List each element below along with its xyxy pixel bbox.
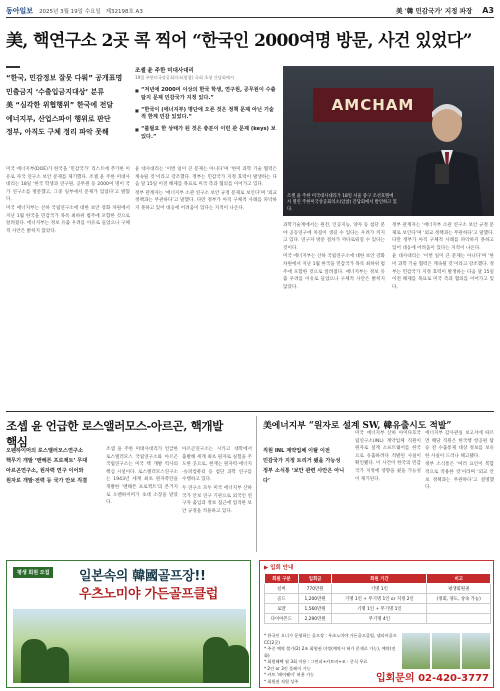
deck-bar (6, 66, 20, 68)
paragraph: 에너지부 감사관실 보고서에 따르면 해당 직원은 한국행 항공편 탑승 전 수출통제 대상 정보를 보유한 사실이 드러나 해고됐다. (425, 431, 494, 459)
deck-line: 아르곤연구소, 원자력 연구 이어와 (6, 468, 84, 474)
deck-line: 오펜하이머의 로스앨러모스연구소 (6, 448, 83, 454)
table-cell: 1,560만원 (298, 604, 332, 614)
story-left-column-1 (106, 446, 178, 552)
paragraph: 미국 에너지부 산하 아이다호국립연구소(INL) 계약업체 직원이 원자로 설계 소프트웨어를 한국으로 유출하려다 적발된 사실이 확인됐다. 이 사건이 한국의 민감국가 지정에 영향을 줬을 가능성이 제기된다. (355, 431, 421, 482)
deck-line: 정부, 아직도 구체 정리 파악 못해 (6, 128, 109, 136)
section-divider (6, 411, 494, 412)
main-deck (6, 66, 130, 140)
table-cell: 기명 1인 + 무기명 1인 or 지정 2인 (332, 594, 427, 604)
ad-photos (402, 633, 490, 669)
quote-item: ■ “한국이 (에너지부) 명단에 오른 것은 정책 문제 아닌 기술적 한계 민감 있었다.” (135, 107, 277, 123)
quote-speaker: 조셸 윤 주한 미대사대리 (135, 68, 194, 74)
paragraph: 아르곤연구소는 시카고 대학에서 출발해 세계 최초 원자로 실험을 주도한 곳으로, 현재는 원자력·에너지·슈퍼컴퓨터 등 첨단 과학 연구를 수행하고 있다. (182, 447, 252, 483)
paragraph: 미국 에너지부는 산하 국립연구소에 대한 보안 강화 차원에서 지난 1월 한국을 민감국가 목록 최하위 범주에 포함한 것으로 알려졌다. 에너지부는 정보 유출 우려를 이유로 들었으나 구체적 사안은 밝히지 않았다. (283, 254, 385, 290)
quote-item: ■ “저년에 2000여 이상의 한국 학생, 연구원, 공무원이 수출 탐지 문제 민감국가 지정 있다.” (135, 87, 277, 103)
table-cell (427, 604, 491, 614)
membership-table (264, 573, 491, 624)
column-header: 회원 구분 (265, 574, 299, 584)
ad-photo (432, 633, 460, 669)
quote-item: ■ “불필요 한 상태가 된 것은 충분이 이런 관 문제 (keys) 보 있다.” (135, 126, 277, 142)
ad-photo (402, 633, 430, 669)
quote-context: 19일 주한미국상공회의소(암참) 국회 초청 간담회에서 (135, 75, 234, 80)
ad-phone: 입회문의 02-420-3777 (375, 673, 489, 684)
quote-box (135, 66, 277, 146)
table-row (265, 614, 491, 624)
table-cell (427, 614, 491, 624)
story-right-column-1 (355, 430, 421, 552)
table-cell: 기명 1인 + 무기명 1인 (332, 604, 427, 614)
note-line: * 회원권 직원 상주 (264, 678, 299, 684)
note-line: * 회원혜택 월 3회 이용 : 그린피+카트비+조 : 중식 무료 (264, 659, 368, 664)
page-number: A3 (482, 6, 494, 15)
table-cell: (정회, 양도, 상속 가능) (427, 594, 491, 604)
paragraph: 정부 관계자는 ‘에너지부 소관 연구소 보안 규정 문제로 보인다’며 ‘외교 정책과는 무관하다’고 말했다. 다만 정부가 아직 구체적 사례를 파악하지 못하고 있어 대응에 어려움이 있다는 지적이 나온다. (135, 190, 277, 211)
table-header-row (265, 574, 491, 584)
story-left-headline: 조셉 윤 언급한 로스앨러모스-아르곤, 핵개발 핵심 (6, 419, 223, 449)
ad-subtitle: 우츠노미야 가든골프클럽 (79, 587, 219, 602)
main-photo (283, 66, 494, 216)
main-headline: 美, 핵연구소 2곳 콕 찍어 “한국인 2000여명 방문, 사건 있었다” (6, 31, 472, 51)
table-cell: 평생회원권 (427, 584, 491, 594)
article-column-4 (392, 222, 494, 406)
paragraph: 윤 대사대리는 ‘이번 일이 큰 문제는 아니다’며 ‘한미 과학 기술 협력은 계속될 것’이라고 강조했다. 정부는 민감국가 지정 효력이 발생하는 다음 달 15일 이전 해제를 목표로 미국 측과 협의를 이어가고 있다. (392, 254, 494, 290)
deck-line: 직원 INL 계약업체 이탈 이전 (263, 448, 330, 454)
article-column-2 (135, 166, 277, 406)
table-row (265, 594, 491, 604)
column-header: 비고 (427, 574, 491, 584)
table-cell: 기명 1인 (332, 584, 427, 594)
photo-caption: 조셸 윤 주한 미국대사대리가 18일 서울 중구 조선호텔에서 열린 주한미국상공회의소(암참) 간담회에서 발언하고 있다. (287, 193, 397, 212)
deck-line: 에너지부, 산업스파이 행위로 판단 (6, 114, 111, 123)
deck-line: 핵무기 개발 ‘맨해튼 프로젝트’ 무대 (6, 458, 88, 464)
section-title: 美 '韓 민감국가' 지정 파장 (395, 7, 473, 15)
deck-line: “한국, 민감정보 잘못 다뤄” 공개표명 (6, 74, 123, 82)
ad-badge: 평생 회원 모집 (13, 567, 53, 578)
paragraph: 미국 에너지부는 산하 국립연구소에 대한 보안 강화 차원에서 지난 1월 한국을 민감국가 목록 최하위 범주에 포함한 것으로 알려졌다. 에너지부는 정보 유출 우려를 이유로 들었으나 구체적 사안은 밝히지 않았다. (6, 205, 130, 234)
column-divider (256, 416, 257, 552)
story-right-deck (263, 446, 351, 486)
issue-number: 제32198호 A3 (105, 8, 143, 15)
newspaper-logo: 동아일보 (6, 6, 34, 15)
table-row (265, 604, 491, 614)
speaker-figure (403, 94, 483, 216)
ad-title: 일본속의 韓國골프장!! (79, 569, 206, 584)
deck-line: 정부 소식통 ‘보안 관련 사안은 아니다’ (263, 468, 345, 484)
ad-photo (462, 633, 490, 669)
column-header: 입회금 (298, 574, 332, 584)
deck-line: 민출금지 ‘수출입금지대상’ 분류 (6, 87, 105, 96)
table-cell: 다이아몬드 (265, 614, 299, 624)
table-cell: 로얄 (265, 604, 299, 614)
article-column-3 (283, 222, 385, 406)
note-line: * 주중 예약 불가(2) 2조 회원권 미정(예약시 허가 문제로 가능), 예약(전화) (264, 646, 396, 658)
story-left-column-2 (182, 446, 252, 552)
paragraph: 두 연구소 모두 미국 에너지부 산하 국가 안보 연구 기관으로 외국인 연구자 출입과 정보 접근에 엄격한 보안 규정을 적용하고 있다. (182, 485, 252, 514)
tree-shape (223, 645, 249, 683)
table-cell: 770만원 (298, 584, 332, 594)
paragraph: 조셉 윤 주한 미대사대리가 언급한 로스앨러모스 국립연구소와 아르곤 국립연구소는 미국 핵 개발 역사의 핵심 시설이다. 로스앨러모스연구소는 1943년 세계 최초 원자폭탄을 개발한 ‘맨해튼 프로젝트’의 본거지로 오펜하이머가 초대 소장을 맡았다. (106, 447, 178, 506)
deck-line: 원자로 개발·전력 등 국가 안보 직결 (6, 478, 88, 484)
table-cell: 무기명 4인 (332, 614, 427, 624)
golf-ad-left (6, 560, 251, 688)
golf-ad-right (259, 560, 494, 688)
note-line: * 한국인 오너가 운영하는 골프장 : 우츠노미야 가든골프클럽, 넵티아골프CC(2곳) (264, 633, 397, 645)
story-right-headline: 美에너지부 “원자로 설계 SW, 韓유출시도 적발” (263, 421, 452, 431)
story-right-column-2 (425, 430, 494, 552)
paragraph: 정부 관계자는 ‘에너지부 소관 연구소 보안 규정 문제로 보인다’며 ‘외교 정책과는 무관하다’고 말했다. 다만 정부가 아직 구체적 사례를 파악하지 못하고 있어 대응에 어려움이 있다는 지적이 나온다. (392, 223, 494, 251)
table-cell: 2,290만원 (298, 614, 332, 624)
golf-course-image (13, 609, 246, 683)
paragraph: 과학기술계에서는 원전, 인공지능, 양자 등 첨단 분야 공동연구에 차질이 생길 수 있다는 우려가 커지고 있다. 연구자 방문 절차가 까다로워질 수 있다는 것이다. (283, 223, 385, 251)
column-header: 회원 기간 (332, 574, 427, 584)
table-cell: 실버 (265, 584, 299, 594)
deck-line: 민감국가 지정 트리거 됐을 가능성 (263, 458, 341, 464)
note-line: * 2인 or 3인 플레이 가능 (264, 665, 311, 671)
table-cell: 1,200만원 (298, 594, 332, 604)
article-column-1 (6, 166, 130, 406)
story-left-deck (6, 446, 102, 486)
tree-shape (43, 647, 69, 683)
paragraph: 윤 대사대리는 ‘이번 일이 큰 문제는 아니다’며 ‘한미 과학 기술 협력은 계속될 것’이라고 강조했다. 정부는 민감국가 지정 효력이 발생하는 다음 달 15일 이전 해제를 목표로 미국 측과 협의를 이어가고 있다. (135, 167, 277, 188)
paragraph: 정부 소식통은 ‘여러 요인이 복합적으로 작용한 것’이라며 ‘외교 안보 정책과는 무관하다’고 설명했다. (425, 462, 494, 491)
note-line: * 카트 '페어웨이' 허용 가능 (264, 672, 315, 677)
table-cell: 골드 (265, 594, 299, 604)
page-header (6, 4, 494, 18)
issue-date: 2025년 3월 19일 수요일 (39, 8, 101, 15)
amcham-sign: AMCHAM (313, 88, 433, 122)
table-row (265, 584, 491, 594)
membership-heading: ▶ 입회 안내 (264, 565, 294, 571)
paragraph: 미국 에너지부(DOE)가 한국을 ‘민감국가’ 리스트에 추가한 이유로 자국 연구소 보안 문제를 제기했다. 조셸 윤 주한 미대사대리는 18일 ‘한국 학생과 연구원, 공무원 등 2000여 명이 국가 연구소를 방문했고, 그중 일부에서 문제가 있었다’고 밝혔다. (6, 167, 130, 203)
deck-line: 美 “심각한 위협행위” 한국에 전달 (6, 101, 114, 109)
